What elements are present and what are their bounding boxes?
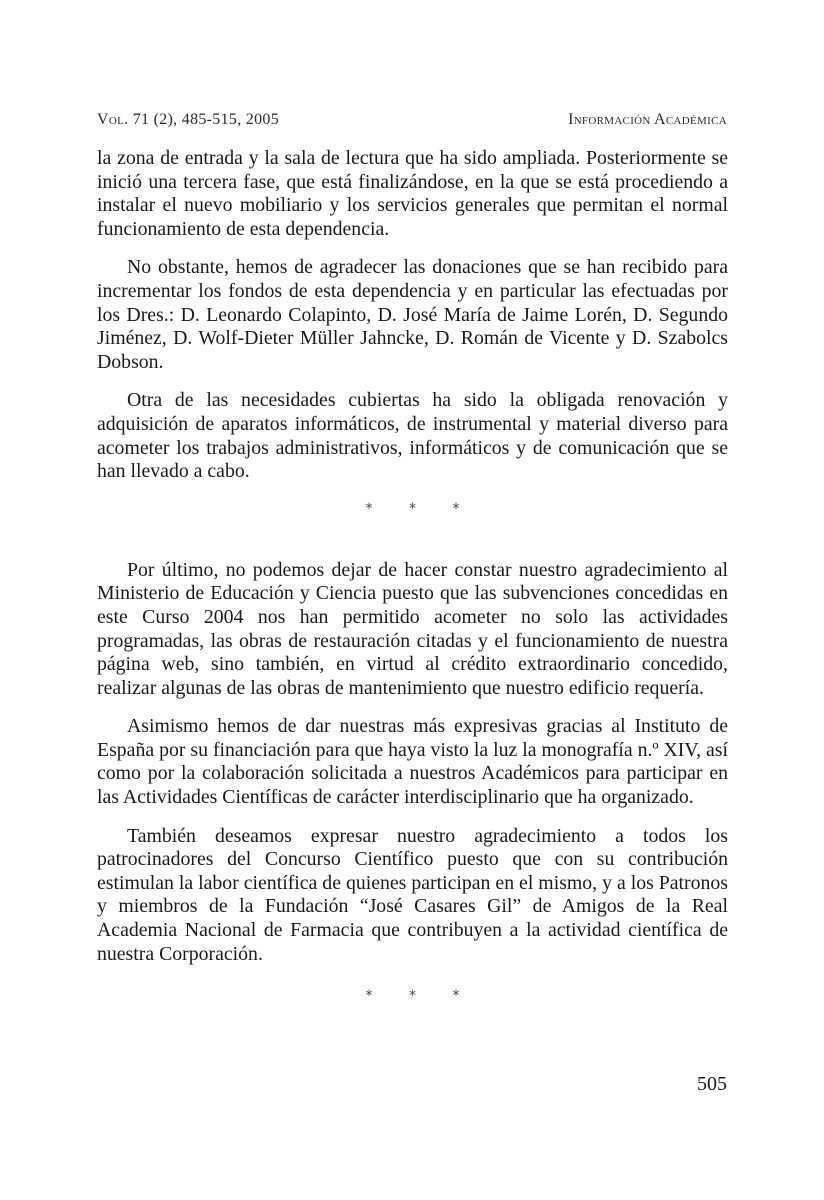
body-text <box>97 147 728 1046</box>
section-separator: * * * <box>365 500 476 517</box>
header-volume-info: Vol. 71 (2), 485-515, 2005 <box>97 111 280 128</box>
header-section-title: Información Académica <box>568 111 727 128</box>
running-header <box>97 111 727 129</box>
paragraph-donations: No obstante, hemos de agradecer las donaciones que se han recibido para incrementar los fondos de esta dependencia y en particular las efectuadas por los Dres.: D. Leonardo Colapinto, D. José María de Jaime Lorén, D. Segundo Jiménez, D. Wolf-Dieter Müller Jahncke, D. Román de Vicente y D. Szabolcs Dobson. <box>97 256 728 373</box>
page-number: 505 <box>697 1073 727 1095</box>
paragraph-sponsors-thanks: También deseamos expresar nuestro agradecimiento a todos los patrocinadores del Concurso Científico puesto que con su contribución estimulan la labor científica de quienes participan en el mismo, y a los Patronos y miembros de la Fundación “José Casares Gil” de Amigos de la Real Academia Nacional de Farmacia que contribuyen a la actividad científica de nuestra Corporación. <box>97 824 728 965</box>
paragraph-instituto-thanks: Asimismo hemos de dar nuestras más expresivas gracias al Instituto de España por su financiación para que haya visto la luz la monografía n.º XIV, así como por la colaboración solicitada a nuestros Académicos para participar en las Actividades Científicas de carácter interdisciplinario que ha organizado. <box>97 715 728 809</box>
paragraph-equipment: Otra de las necesidades cubiertas ha sido la obligada renovación y adquisición de aparatos informáticos, de instrumental y material diverso para acometer los trabajos administrativos, informáticos y de comunicación que se han llevado a cabo. <box>97 389 728 483</box>
paragraph-ministry-thanks: Por último, no podemos dejar de hacer constar nuestro agradecimiento al Ministerio de Educación y Ciencia puesto que las subvenciones concedidas en este Curso 2004 nos han permitido acometer no solo las actividades programadas, las obras de restauración citadas y el funcionamiento de nuestra página web, sino también, en virtud al crédito extraordinario concedido, realizar algunas de las obras de mantenimiento que nuestro edificio requería. <box>97 558 728 699</box>
section-separator-final: * * * <box>365 988 476 1005</box>
paragraph-continuation: la zona de entrada y la sala de lectura que ha sido ampliada. Posteriormente se inició una tercera fase, que está finalizándose, en la que se está procediendo a instalar el nuevo mobiliario y los servicios generales que permitan el normal funcionamiento de esta dependencia. <box>97 147 728 240</box>
